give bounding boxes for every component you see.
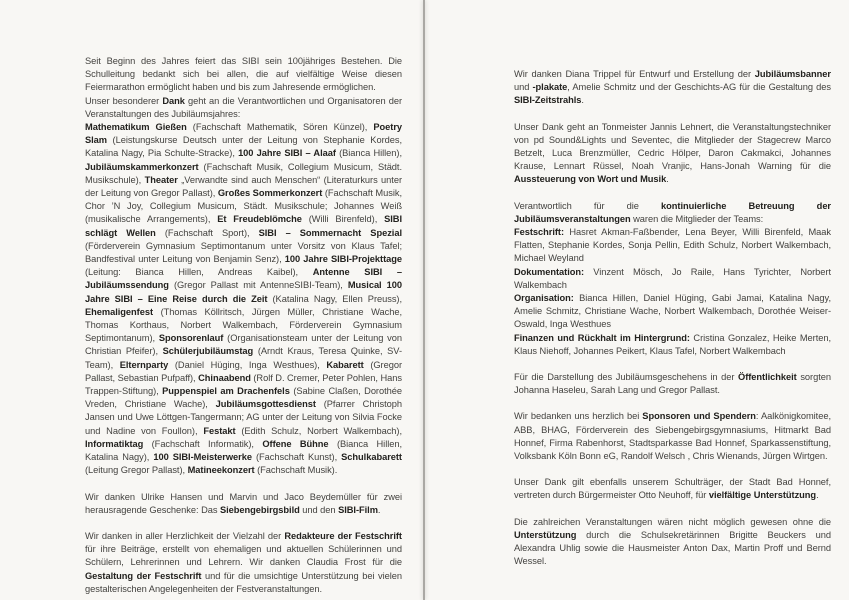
text-run: Wir danken in aller Herzlichkeit der Vielzahl der (85, 530, 285, 541)
bold-text-run: Schulkabarett (341, 452, 402, 463)
bold-text-run: SIBI-Film (338, 504, 378, 515)
bold-text-run: Musical 100 Jahre SIBI – Eine Reise durch die Zeit (85, 280, 402, 304)
bold-text-run: Festakt (203, 425, 236, 436)
text-run: Unser Dank gilt ebenfalls unserem Schulträger, der Stadt Bad Honnef, vertreten durch Bürgermeister Otto Neuhoff, für (514, 477, 831, 501)
text-run: und (514, 82, 533, 93)
text-run: (Sabine Claßen, Dorothée Vreden, Christiane Wache), (85, 386, 402, 410)
bold-text-run: Puppenspiel am Drachenfels (162, 386, 290, 397)
paragraph (85, 491, 402, 517)
bold-text-run: Elternparty (119, 359, 169, 370)
bold-text-run: Chinaabend (198, 372, 251, 383)
paragraph (514, 121, 831, 187)
bold-text-run: vielfältige Unterstützung (708, 490, 817, 501)
text-run: Wir danken Ulrike Hansen und Marvin und Jaco Beydemüller für zwei herausragende Geschenke: Das (85, 491, 402, 515)
bold-text-run: Finanzen und Rückhalt im Hintergrund: (514, 332, 690, 343)
bold-text-run: Großes Sommerkonzert (217, 188, 323, 199)
text-run: Für die Darstellung des Jubiläumsgeschehens in der (514, 372, 739, 383)
text-run: Unser besonderer (85, 95, 163, 106)
text-run: (Arndt Kraus, Teresa Quinke, SV-Team), (85, 346, 402, 370)
bold-text-run: Et Freudeblömche (217, 214, 302, 225)
paragraph (514, 332, 831, 358)
bold-text-run: SIBI schlägt Wellen (85, 214, 402, 238)
text-run: (Thomas Köllritsch, Jürgen Müller, Christiane Wache, Thomas Korthaus, Norbert Walkembach, Förderverein Gymnasium Septimontanum), (85, 306, 402, 344)
bold-text-run: Unterstützung (514, 529, 577, 540)
text-run: (Fachschaft Informatik), (143, 438, 263, 449)
text-run: für ihre Beiträge, erstellt von ehemaligen und aktuellen Schülerinnen und Schülern, Lehrerinnen und Lehrern. Wir danken Claudia Frost für die (85, 544, 402, 568)
text-run: (Fachschaft Musik). (254, 465, 338, 476)
text-run: (Fachschaft Musik, Chor ’N Joy, Collegium Musicum, Städt. Musikschule; Johannes Weiß (musikalische Arrangements), (85, 188, 402, 225)
paragraph (514, 68, 831, 108)
text-run: (Förderverein Gymnasium Septimontanum unter Vorsitz von Klaus Tafel; Bandfestival unter Leitung von Benjamin Senz), (85, 240, 402, 265)
text-run: Vinzent Mösch, Jo Raile, Hans Tyrichter, Norbert Walkembach (514, 266, 831, 290)
bold-text-run: SIBI-Zeitstrahls (514, 95, 582, 106)
text-run: Die zahlreichen Veranstaltungen wären nicht möglich gewesen ohne die (514, 516, 831, 527)
text-run: : Aalkönigkomitee, ABB, BHAG, Förderverein des Siebengebirgsgymnasiums, Hitmarkt Bad Honnef, Firma Rabenhorst, Stadtsparkasse Bad Honnef, Sparkassenstiftung, Volksbank Köln Bonn eG, Randolf Welsch , Chris Wienands, Jürgen Wirtgen. (514, 411, 831, 462)
bold-text-run: Kabarett (326, 359, 364, 370)
paragraph (514, 292, 831, 332)
text-run: Seit Beginn des Jahres feiert das SIBI sein 100jähriges Bestehen. Die Schulleitung bedankt sich bei allen, die auf vielfältige Weise diesen Feiermarathon ermöglicht haben und bis zum Jahresende ermöglichen. (85, 56, 402, 93)
text-run: und den (299, 504, 339, 515)
text-run: (Fachschaft Musik, Collegium Musicum, Städt. Musikschule), (85, 161, 402, 185)
page-left (0, 0, 423, 600)
paragraph (514, 516, 831, 569)
text-run: (Daniel Hüging, Inga Westhues), (168, 359, 327, 370)
bold-text-run: Organisation: (514, 293, 574, 304)
page-left-text (85, 55, 402, 596)
paragraph (85, 530, 402, 596)
text-run: durch die Schulsekretärinnen Brigitte Beuckers und Alexandra Uhlig sowie die Hausmeister Anton Dax, Martin Proff und Bernd Wessel. (514, 529, 831, 567)
bold-text-run: Offene Bühne (262, 438, 329, 449)
bold-text-run: Ehemaligenfest (85, 306, 154, 317)
bold-text-run: -plakate (532, 82, 568, 93)
text-run: „Verwandte sind auch Menschen“ (Literaturkurs unter der Leitung von Gregor Pallast), (85, 174, 403, 199)
paragraph (85, 95, 402, 121)
text-run: (Fachschaft Mathematik, Sören Künzel), (186, 122, 374, 133)
bold-text-run: Öffentlichkeit (738, 372, 797, 383)
bold-text-run: Schülerjubiläumstag (162, 346, 254, 357)
bold-text-run: Sponsorenlauf (158, 333, 224, 344)
paragraph (514, 410, 831, 463)
paragraph (85, 121, 402, 477)
bold-text-run: 100 Jahre SIBI-Projekttage (284, 254, 403, 265)
bold-text-run: 100 SIBI-Meisterwerke (153, 452, 252, 463)
paragraph (514, 200, 831, 226)
text-run: (Organisationsteam unter der Leitung von Christian Pfeifer), (85, 333, 402, 357)
text-run: . (666, 174, 669, 185)
bold-text-run: Mathematikum Gießen (85, 122, 187, 133)
text-run: Hasret Akman-Faßbender, Lena Beyer, Willi Birenfeld, Maak Flatten, Stephanie Kordes, Sonja Pellin, Edith Schulz, Norbert Walkembach, Michael Weyland (514, 227, 831, 264)
bold-text-run: Festschrift: (514, 227, 565, 238)
paragraph (514, 371, 831, 397)
bold-text-run: Antenne SIBI – Jubiläumssendung (85, 267, 402, 291)
text-run: (Willi Birenfeld), (301, 214, 385, 225)
paragraph (514, 266, 831, 292)
bold-text-run: Sponsoren und Spendern (642, 411, 756, 422)
text-run: (Pfarrer Christoph Jansen und Uwe Löttgen-Tangermann; AG unter der Leitung von Silvia Focke und Nadine von Foullon), (85, 399, 403, 436)
text-run: sorgten Johanna Haseleu, Sarah Lang und Gregor Pallast. (514, 372, 831, 396)
text-run: (Edith Schulz, Norbert Walkembach), (235, 425, 403, 436)
text-run: . (377, 504, 381, 515)
bold-text-run: kontinuierliche Betreuung der Jubiläumsveranstaltungen (514, 200, 832, 224)
bold-text-run: Gestaltung der Festschrift (85, 570, 202, 581)
bold-text-run: Jubiläumsbanner (754, 69, 831, 79)
bold-text-run: Jubiläumsgottesdienst (215, 399, 316, 410)
bold-text-run: Siebengebirgsbild (220, 504, 300, 515)
bold-text-run: Aussteuerung von Wort und Musik (514, 174, 667, 185)
text-run: (Gregor Pallast, Sebastian Pufpaff), (85, 359, 402, 383)
text-run: Wir bedanken uns herzlich bei (514, 411, 643, 422)
bold-text-run: SIBI – Sommernacht Spezial (258, 227, 402, 238)
text-run: (Fachschaft Sport), (155, 227, 259, 238)
paragraph (85, 55, 402, 95)
bold-text-run: 100 Jahre SIBI – Alaaf (238, 148, 336, 159)
page-right-text (514, 68, 831, 569)
text-run: , Amelie Schmitz und der Geschichts-AG für die Gestaltung des (567, 82, 831, 93)
bold-text-run: Poetry Slam (85, 122, 403, 146)
text-run: Verantwortlich für die (514, 200, 662, 211)
text-run: (Katalina Nagy, Ellen Preuss), (267, 293, 403, 304)
bold-text-run: Informatiktag (85, 438, 144, 449)
text-run: und für die umsichtige Unterstützung bei vielen gestalterischen Angelegenheiten der Festveranstaltungen. (85, 570, 402, 594)
text-run: (Leistungskurse Deutsch unter der Leitung von Stephanie Kordes, Katalina Nagy, Pia Schulte-Stracke), (85, 135, 402, 159)
text-run: . (581, 95, 584, 106)
text-run: waren die Mitglieder der Teams: (630, 213, 764, 224)
text-run: (Leitung Gregor Pallast), (85, 465, 188, 476)
bold-text-run: Jubiläumskammerkonzert (85, 161, 199, 172)
text-run: (Bianca Hillen, Katalina Nagy), (85, 438, 402, 463)
bold-text-run: Dank (162, 95, 185, 106)
text-run: . (816, 490, 819, 501)
text-run: (Rolf D. Cremer, Peter Pohlen, Hans Trappen-Stiftung), (85, 372, 402, 397)
bold-text-run: Redakteure der Festschrift (284, 530, 402, 541)
text-run: Cristina Gonzalez, Heike Merten, Klaus Niehoff, Johannes Peikert, Klaus Tafel, Norbert Walkembach (514, 332, 831, 356)
text-run: (Fachschaft Kunst), (251, 452, 342, 463)
bold-text-run: Dokumentation: (514, 266, 585, 277)
paragraph (514, 226, 831, 266)
page-right (425, 0, 849, 600)
text-run: geht an die Verantwortlichen und Organisatoren der Veranstaltungen des Jubiläumsjahres: (85, 95, 403, 119)
bold-text-run: Theater (144, 174, 178, 185)
text-run: (Gregor Pallast mit AntenneSIBI-Team), (168, 280, 348, 291)
paragraph (514, 476, 831, 502)
text-run: Bianca Hillen, Daniel Hüging, Gabi Jamai, Katalina Nagy, Amelie Schmitz, Christiane Wache, Norbert Walkembach, Dorothée Weiser-Oswald, Inga Westhues (514, 293, 831, 330)
text-run: (Bianca Hillen), (335, 148, 402, 159)
bold-text-run: Matineekonzert (187, 465, 255, 476)
text-run: Wir danken Diana Trippel für Entwurf und Erstellung der (514, 69, 755, 79)
text-run: (Leitung: Bianca Hillen, Andreas Kaibel), (85, 267, 313, 278)
text-run: Unser Dank geht an Tonmeister Jannis Lehnert, die Veranstaltungstechniker von pd Sound&Lights und Seventec, die Mitglieder der Stagecrew Marco Betzelt, Luca Brenzmüller, Cedric Hölper, Daron Cakmakci, Johannes Krause, Lennart Rüssel, Noah Vranjic, Hans-Jonah Warning für die (514, 121, 831, 172)
